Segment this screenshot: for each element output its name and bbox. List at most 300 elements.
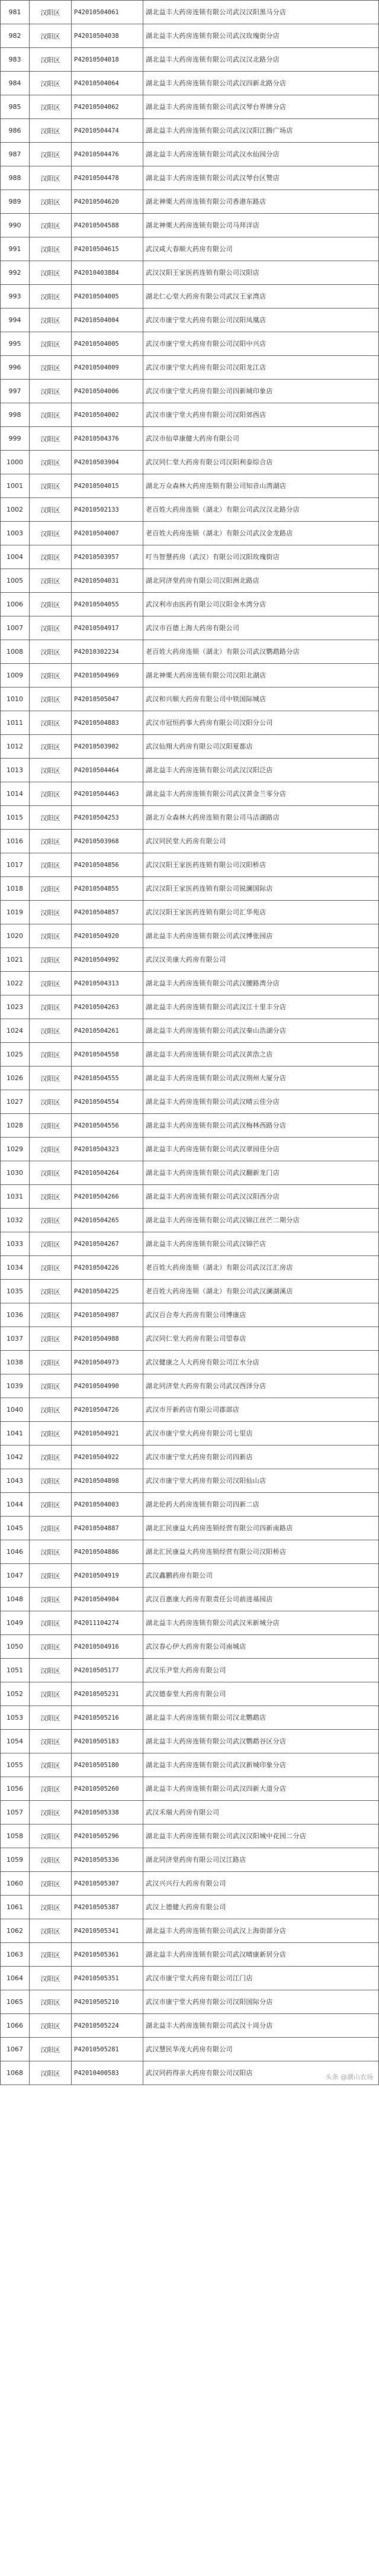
row-number: 1012 bbox=[1, 735, 30, 759]
row-store-name: 武汉市康宁堂大药房有限公司汉阳凤凰店 bbox=[143, 309, 379, 332]
row-code: P42010504554 bbox=[72, 1090, 143, 1114]
row-code: P42010504061 bbox=[72, 1, 143, 24]
row-number: 992 bbox=[1, 261, 30, 285]
row-code: P42010504856 bbox=[72, 853, 143, 877]
table-row bbox=[1, 1209, 379, 1232]
table-row bbox=[1, 261, 379, 285]
row-district: 汉阳区 bbox=[30, 1422, 72, 1446]
table-row bbox=[1, 1896, 379, 1919]
row-store-name: 湖北益丰大药房连锁有限公司武汉黄浩之店 bbox=[143, 1043, 379, 1067]
row-number: 1040 bbox=[1, 1398, 30, 1422]
row-number: 1002 bbox=[1, 498, 30, 522]
row-district: 汉阳区 bbox=[30, 830, 72, 853]
row-number: 1033 bbox=[1, 1232, 30, 1256]
table-body bbox=[1, 1, 379, 2085]
row-code: P42010504476 bbox=[72, 143, 143, 166]
row-store-name: 武汉德泰堂大药房有限公司 bbox=[143, 1682, 379, 1706]
row-code: P42010504917 bbox=[72, 616, 143, 640]
table-row bbox=[1, 1753, 379, 1777]
table-row bbox=[1, 190, 379, 214]
row-code: P42010503904 bbox=[72, 451, 143, 474]
table-row bbox=[1, 1019, 379, 1043]
row-number: 1029 bbox=[1, 1138, 30, 1161]
row-number: 1026 bbox=[1, 1067, 30, 1090]
row-store-name: 武汉汉阳王家医药连锁有限公司汇华苑店 bbox=[143, 901, 379, 924]
row-code: P42010505351 bbox=[72, 1967, 143, 1990]
row-number: 996 bbox=[1, 356, 30, 380]
table-row bbox=[1, 1611, 379, 1635]
row-number: 1051 bbox=[1, 1659, 30, 1682]
row-store-name: 湖北益丰大药房连锁有限公司武汉黄金兰零分店 bbox=[143, 782, 379, 806]
row-number: 1039 bbox=[1, 1374, 30, 1398]
row-store-name: 湖北益丰大药房连锁有限公司武汉汉北路分店 bbox=[143, 48, 379, 72]
row-code: P42010504263 bbox=[72, 995, 143, 1019]
row-code: P42010505387 bbox=[72, 1896, 143, 1919]
row-number: 1036 bbox=[1, 1303, 30, 1327]
row-number: 1061 bbox=[1, 1896, 30, 1919]
table-row bbox=[1, 451, 379, 474]
row-store-name: 湖北益丰大药房连锁有限公司武汉琴台界牌分店 bbox=[143, 95, 379, 119]
table-row bbox=[1, 1564, 379, 1588]
table-row bbox=[1, 214, 379, 237]
row-store-name: 武汉市康宁堂大药房有限公司汉阳中兴店 bbox=[143, 332, 379, 356]
row-number: 1035 bbox=[1, 1280, 30, 1303]
row-district: 汉阳区 bbox=[30, 285, 72, 309]
row-store-name: 湖北益丰大药房连锁有限公司武汉锦芒店 bbox=[143, 1232, 379, 1256]
row-district: 汉阳区 bbox=[30, 214, 72, 237]
table-row bbox=[1, 2061, 379, 2085]
row-code: P42010504992 bbox=[72, 948, 143, 972]
row-district: 汉阳区 bbox=[30, 356, 72, 380]
table-row bbox=[1, 427, 379, 451]
row-number: 1009 bbox=[1, 664, 30, 688]
row-code: P42010504018 bbox=[72, 48, 143, 72]
row-district: 汉阳区 bbox=[30, 1967, 72, 1990]
table-row bbox=[1, 948, 379, 972]
row-code: P42010502133 bbox=[72, 498, 143, 522]
row-district: 汉阳区 bbox=[30, 948, 72, 972]
row-district: 汉阳区 bbox=[30, 1706, 72, 1730]
table-row bbox=[1, 545, 379, 569]
table-row bbox=[1, 1280, 379, 1303]
table-row bbox=[1, 1967, 379, 1990]
row-code: P42010504478 bbox=[72, 166, 143, 190]
row-district: 汉阳区 bbox=[30, 1, 72, 24]
row-code: P42010505307 bbox=[72, 1872, 143, 1896]
row-district: 汉阳区 bbox=[30, 1825, 72, 1848]
row-code: P42010504857 bbox=[72, 901, 143, 924]
row-number: 999 bbox=[1, 427, 30, 451]
row-code: P42010505361 bbox=[72, 1943, 143, 1967]
row-store-name: 武汉禾瑞大药房有限公司 bbox=[143, 1801, 379, 1825]
row-district: 汉阳区 bbox=[30, 806, 72, 830]
row-number: 1058 bbox=[1, 1825, 30, 1848]
row-code: P42010505183 bbox=[72, 1730, 143, 1753]
row-district: 汉阳区 bbox=[30, 1730, 72, 1753]
row-district: 汉阳区 bbox=[30, 640, 72, 664]
table-row bbox=[1, 2014, 379, 2038]
row-number: 993 bbox=[1, 285, 30, 309]
row-district: 汉阳区 bbox=[30, 1303, 72, 1327]
row-number: 981 bbox=[1, 1, 30, 24]
row-district: 汉阳区 bbox=[30, 924, 72, 948]
row-store-name: 湖北神栗大药房连锁有限公司香港东路店 bbox=[143, 190, 379, 214]
row-code: P42010504031 bbox=[72, 569, 143, 593]
row-number: 1045 bbox=[1, 1517, 30, 1540]
row-number: 1024 bbox=[1, 1019, 30, 1043]
row-code: P42010504615 bbox=[72, 237, 143, 261]
row-district: 汉阳区 bbox=[30, 995, 72, 1019]
row-store-name: 湖北益丰大药房连锁有限公司汉北鹦鹉店 bbox=[143, 1706, 379, 1730]
watermark: 头条 @潮山农场 bbox=[325, 2073, 373, 2081]
table-row bbox=[1, 95, 379, 119]
table-row bbox=[1, 356, 379, 380]
table-row bbox=[1, 924, 379, 948]
row-code: P42010505177 bbox=[72, 1659, 143, 1682]
row-store-name: 湖北益丰大药房连锁有限公司武汉荆州大厦分店 bbox=[143, 1067, 379, 1090]
row-store-name: 武汉市康宁堂大药房有限公司七里店 bbox=[143, 1422, 379, 1446]
row-district: 汉阳区 bbox=[30, 1161, 72, 1185]
row-code: P42010505210 bbox=[72, 1990, 143, 2014]
row-district: 汉阳区 bbox=[30, 380, 72, 403]
row-store-name: 湖北益丰大药房连锁有限公司武汉四新大道分店 bbox=[143, 1777, 379, 1801]
row-district: 汉阳区 bbox=[30, 1635, 72, 1659]
table-row bbox=[1, 143, 379, 166]
row-number: 1016 bbox=[1, 830, 30, 853]
table-row bbox=[1, 24, 379, 48]
row-number: 985 bbox=[1, 95, 30, 119]
row-district: 汉阳区 bbox=[30, 95, 72, 119]
row-district: 汉阳区 bbox=[30, 1209, 72, 1232]
row-code: P42010504474 bbox=[72, 119, 143, 143]
table-row bbox=[1, 332, 379, 356]
row-number: 1046 bbox=[1, 1540, 30, 1564]
table-row bbox=[1, 1635, 379, 1659]
row-store-name: 湖北益丰大药房连锁有限公司武汉汉阳黑马分店 bbox=[143, 1, 379, 24]
table-row bbox=[1, 901, 379, 924]
row-number: 994 bbox=[1, 309, 30, 332]
table-row bbox=[1, 1138, 379, 1161]
row-number: 987 bbox=[1, 143, 30, 166]
row-number: 988 bbox=[1, 166, 30, 190]
row-district: 汉阳区 bbox=[30, 451, 72, 474]
row-store-name: 湖北益丰大药房连锁有限公司武汉秦山浩湖分店 bbox=[143, 1019, 379, 1043]
row-store-name: 武汉市康宁堂大药房有限公司汉阳国际分店 bbox=[143, 1990, 379, 2014]
row-district: 汉阳区 bbox=[30, 1185, 72, 1209]
row-number: 1022 bbox=[1, 972, 30, 995]
table-row bbox=[1, 1943, 379, 1967]
row-store-name: 湖北同济堂药房有限公司汉江路店 bbox=[143, 1848, 379, 1872]
row-district: 汉阳区 bbox=[30, 2014, 72, 2038]
row-number: 1030 bbox=[1, 1161, 30, 1185]
row-district: 汉阳区 bbox=[30, 1517, 72, 1540]
row-number: 1052 bbox=[1, 1682, 30, 1706]
row-district: 汉阳区 bbox=[30, 261, 72, 285]
row-number: 1054 bbox=[1, 1730, 30, 1753]
row-number: 1034 bbox=[1, 1256, 30, 1280]
row-district: 汉阳区 bbox=[30, 545, 72, 569]
table-row bbox=[1, 1777, 379, 1801]
table-row bbox=[1, 569, 379, 593]
table-row bbox=[1, 806, 379, 830]
table-row bbox=[1, 380, 379, 403]
row-code: P42010504919 bbox=[72, 1564, 143, 1588]
row-district: 汉阳区 bbox=[30, 759, 72, 782]
row-code: P42010504004 bbox=[72, 309, 143, 332]
row-number: 1032 bbox=[1, 1209, 30, 1232]
row-number: 1055 bbox=[1, 1753, 30, 1777]
row-code: P42010504555 bbox=[72, 1067, 143, 1090]
row-district: 汉阳区 bbox=[30, 1138, 72, 1161]
row-code: P42010504261 bbox=[72, 1019, 143, 1043]
row-number: 1000 bbox=[1, 451, 30, 474]
row-number: 1056 bbox=[1, 1777, 30, 1801]
row-district: 汉阳区 bbox=[30, 1682, 72, 1706]
table-row bbox=[1, 1517, 379, 1540]
row-district: 汉阳区 bbox=[30, 853, 72, 877]
row-district: 汉阳区 bbox=[30, 1919, 72, 1943]
row-number: 1059 bbox=[1, 1848, 30, 1872]
row-number: 989 bbox=[1, 190, 30, 214]
row-district: 汉阳区 bbox=[30, 1801, 72, 1825]
row-number: 1010 bbox=[1, 688, 30, 711]
row-store-name: 湖北益丰大药房连锁有限公司武汉上海街部分店 bbox=[143, 1919, 379, 1943]
row-district: 汉阳区 bbox=[30, 498, 72, 522]
row-district: 汉阳区 bbox=[30, 1374, 72, 1398]
row-code: P42010504973 bbox=[72, 1351, 143, 1374]
row-number: 998 bbox=[1, 403, 30, 427]
row-number: 1017 bbox=[1, 853, 30, 877]
row-number: 1001 bbox=[1, 474, 30, 498]
row-code: P42010504313 bbox=[72, 972, 143, 995]
row-store-name: 湖北万众森林大药房连锁有限公司马洁湖路店 bbox=[143, 806, 379, 830]
row-code: P42010504984 bbox=[72, 1588, 143, 1611]
row-code: P42010504855 bbox=[72, 877, 143, 901]
row-store-name: 老百姓大药房连锁（湖北）有限公司武汉江汇房店 bbox=[143, 1256, 379, 1280]
row-store-name: 武汉市康宁堂大药房有限公司汉阳龙江店 bbox=[143, 356, 379, 380]
row-district: 汉阳区 bbox=[30, 1848, 72, 1872]
row-store-name: 湖北同济堂药房有限公司汉阳洲北路店 bbox=[143, 569, 379, 593]
row-district: 汉阳区 bbox=[30, 735, 72, 759]
table-row bbox=[1, 1682, 379, 1706]
row-number: 1053 bbox=[1, 1706, 30, 1730]
row-district: 汉阳区 bbox=[30, 1659, 72, 1682]
table-row bbox=[1, 166, 379, 190]
row-code: P42010504886 bbox=[72, 1540, 143, 1564]
table-row bbox=[1, 1232, 379, 1256]
row-code: P42010504062 bbox=[72, 95, 143, 119]
row-number: 1048 bbox=[1, 1588, 30, 1611]
row-number: 1013 bbox=[1, 759, 30, 782]
row-code: P42010505047 bbox=[72, 688, 143, 711]
row-number: 1006 bbox=[1, 593, 30, 616]
row-store-name: 武汉同民堂大药房有限公司 bbox=[143, 830, 379, 853]
row-store-name: 武汉健康之人大药房有限公司江水分店 bbox=[143, 1351, 379, 1374]
row-district: 汉阳区 bbox=[30, 1777, 72, 1801]
row-district: 汉阳区 bbox=[30, 1280, 72, 1303]
table-row bbox=[1, 2038, 379, 2061]
row-district: 汉阳区 bbox=[30, 190, 72, 214]
row-code: P42010504969 bbox=[72, 664, 143, 688]
row-code: P42010504916 bbox=[72, 1635, 143, 1659]
row-store-name: 武汉春心伊大药房有限公司南城店 bbox=[143, 1635, 379, 1659]
row-district: 汉阳区 bbox=[30, 166, 72, 190]
row-code: P42010505341 bbox=[72, 1919, 143, 1943]
row-code: P42010504463 bbox=[72, 782, 143, 806]
row-code: P42010504002 bbox=[72, 403, 143, 427]
row-district: 汉阳区 bbox=[30, 1588, 72, 1611]
row-district: 汉阳区 bbox=[30, 569, 72, 593]
row-district: 汉阳区 bbox=[30, 48, 72, 72]
row-code: P42010504921 bbox=[72, 1422, 143, 1446]
row-store-name: 武汉同仁堂大药房有限公司望春店 bbox=[143, 1327, 379, 1351]
table-row bbox=[1, 498, 379, 522]
row-district: 汉阳区 bbox=[30, 901, 72, 924]
row-number: 1028 bbox=[1, 1114, 30, 1138]
table-row bbox=[1, 1185, 379, 1209]
row-code: P42010503902 bbox=[72, 735, 143, 759]
row-district: 汉阳区 bbox=[30, 24, 72, 48]
row-number: 1021 bbox=[1, 948, 30, 972]
row-code: P42010504265 bbox=[72, 1209, 143, 1232]
row-district: 汉阳区 bbox=[30, 782, 72, 806]
row-district: 汉阳区 bbox=[30, 688, 72, 711]
row-number: 1067 bbox=[1, 2038, 30, 2061]
table-row bbox=[1, 1848, 379, 1872]
row-store-name: 湖北益丰大药房连锁有限公司武汉腰路湾分店 bbox=[143, 972, 379, 995]
table-row bbox=[1, 616, 379, 640]
row-store-name: 湖北益丰大药房连锁有限公司武汉米新城分店 bbox=[143, 1611, 379, 1635]
row-store-name: 湖北仁心堂大药房有限公司武汉王家湾店 bbox=[143, 285, 379, 309]
row-district: 汉阳区 bbox=[30, 1232, 72, 1256]
row-code: P42010504376 bbox=[72, 427, 143, 451]
table-row bbox=[1, 403, 379, 427]
row-store-name: 湖北神栗大药房连锁有限公司马拜洋店 bbox=[143, 214, 379, 237]
row-store-name: 湖北神栗大药房连锁有限公司汉阳北湖店 bbox=[143, 664, 379, 688]
row-store-name: 武汉兴兴行大药房有限公司 bbox=[143, 1872, 379, 1896]
table-row bbox=[1, 1919, 379, 1943]
row-code: P42010504898 bbox=[72, 1469, 143, 1493]
row-district: 汉阳区 bbox=[30, 1067, 72, 1090]
row-store-name: 湖北益丰大药房连锁有限公司武汉鹦鹉谷区分店 bbox=[143, 1730, 379, 1753]
row-number: 991 bbox=[1, 237, 30, 261]
row-code: P42010504226 bbox=[72, 1256, 143, 1280]
table-row bbox=[1, 1303, 379, 1327]
row-code: P42010504588 bbox=[72, 214, 143, 237]
row-code: P42010504990 bbox=[72, 1374, 143, 1398]
row-code: P42010504323 bbox=[72, 1138, 143, 1161]
row-number: 1068 bbox=[1, 2061, 30, 2085]
row-number: 1065 bbox=[1, 1990, 30, 2014]
table-row bbox=[1, 640, 379, 664]
row-number: 1050 bbox=[1, 1635, 30, 1659]
row-code: P42010505180 bbox=[72, 1753, 143, 1777]
table-row bbox=[1, 48, 379, 72]
row-code: P42010504005 bbox=[72, 332, 143, 356]
row-number: 990 bbox=[1, 214, 30, 237]
table-row bbox=[1, 877, 379, 901]
row-district: 汉阳区 bbox=[30, 972, 72, 995]
table-row bbox=[1, 522, 379, 545]
row-store-name: 湖北益丰大药房连锁有限公司武汉博张园店 bbox=[143, 924, 379, 948]
table-row bbox=[1, 1114, 379, 1138]
row-store-name: 武汉慧民华茂大药房有限公司 bbox=[143, 2038, 379, 2061]
table-row bbox=[1, 1374, 379, 1398]
row-store-name: 武汉鑫鹏药房有限公司 bbox=[143, 1564, 379, 1588]
row-code: P42010504558 bbox=[72, 1043, 143, 1067]
row-code: P42010504007 bbox=[72, 522, 143, 545]
row-store-name: 武汉市康宁堂大药房有限公司汉阳仙山店 bbox=[143, 1469, 379, 1493]
row-number: 1018 bbox=[1, 877, 30, 901]
row-district: 汉阳区 bbox=[30, 2038, 72, 2061]
table-row bbox=[1, 1588, 379, 1611]
row-district: 汉阳区 bbox=[30, 403, 72, 427]
row-store-name: 湖北益丰大药房连锁有限公司武汉汉阳西分店 bbox=[143, 1185, 379, 1209]
row-number: 982 bbox=[1, 24, 30, 48]
row-district: 汉阳区 bbox=[30, 1540, 72, 1564]
table-row bbox=[1, 474, 379, 498]
row-number: 1027 bbox=[1, 1090, 30, 1114]
row-number: 1066 bbox=[1, 2014, 30, 2038]
row-store-name: 湖北益丰大药房连锁有限公司武汉江十里丰分店 bbox=[143, 995, 379, 1019]
row-number: 997 bbox=[1, 380, 30, 403]
row-code: P42011104274 bbox=[72, 1611, 143, 1635]
row-district: 汉阳区 bbox=[30, 1896, 72, 1919]
row-number: 1014 bbox=[1, 782, 30, 806]
table-row bbox=[1, 1801, 379, 1825]
row-store-name: 老百姓大药房连锁（湖北）有限公司武汉澜湖溪店 bbox=[143, 1280, 379, 1303]
row-store-name: 武汉市康宁堂大药房有限公司汉阳郊西店 bbox=[143, 403, 379, 427]
row-code: P42010504883 bbox=[72, 711, 143, 735]
row-district: 汉阳区 bbox=[30, 1469, 72, 1493]
table-row bbox=[1, 759, 379, 782]
row-district: 汉阳区 bbox=[30, 1256, 72, 1280]
table-row bbox=[1, 119, 379, 143]
row-code: P42010504266 bbox=[72, 1185, 143, 1209]
row-district: 汉阳区 bbox=[30, 1114, 72, 1138]
row-store-name: 武汉汉阳王家医药连锁有限公司锐澜国际店 bbox=[143, 877, 379, 901]
row-code: P42010504038 bbox=[72, 24, 143, 48]
row-district: 汉阳区 bbox=[30, 593, 72, 616]
row-store-name: 湖北益丰大药房连锁有限公司武汉四新北路分店 bbox=[143, 72, 379, 95]
row-code: P42010504055 bbox=[72, 593, 143, 616]
row-number: 1043 bbox=[1, 1469, 30, 1493]
table-row bbox=[1, 735, 379, 759]
row-store-name: 湖北益丰大药房连锁有限公司武汉晴康新居分店 bbox=[143, 1943, 379, 1967]
row-store-name: 武汉市开新药店有限公司郡部店 bbox=[143, 1398, 379, 1422]
row-store-name: 老百姓大药房连锁（湖北）有限公司武汉汉北路分店 bbox=[143, 498, 379, 522]
row-district: 汉阳区 bbox=[30, 1351, 72, 1374]
row-district: 汉阳区 bbox=[30, 1043, 72, 1067]
row-store-name: 湖北同济堂大药房有限公司武汉西泽分店 bbox=[143, 1374, 379, 1398]
row-store-name: 武汉上德健大药房有限公司 bbox=[143, 1896, 379, 1919]
table-row bbox=[1, 1, 379, 24]
table-row bbox=[1, 1493, 379, 1517]
table-row bbox=[1, 711, 379, 735]
row-district: 汉阳区 bbox=[30, 877, 72, 901]
table-row bbox=[1, 1469, 379, 1493]
row-number: 1038 bbox=[1, 1351, 30, 1374]
row-code: P42010503968 bbox=[72, 830, 143, 853]
row-district: 汉阳区 bbox=[30, 143, 72, 166]
row-number: 1019 bbox=[1, 901, 30, 924]
row-number: 1063 bbox=[1, 1943, 30, 1967]
row-district: 汉阳区 bbox=[30, 309, 72, 332]
row-code: P42010504267 bbox=[72, 1232, 143, 1256]
row-store-name: 湖北益丰大药房连锁有限公司武汉汉阳泛店 bbox=[143, 759, 379, 782]
row-code: P42010504920 bbox=[72, 924, 143, 948]
table-row bbox=[1, 664, 379, 688]
